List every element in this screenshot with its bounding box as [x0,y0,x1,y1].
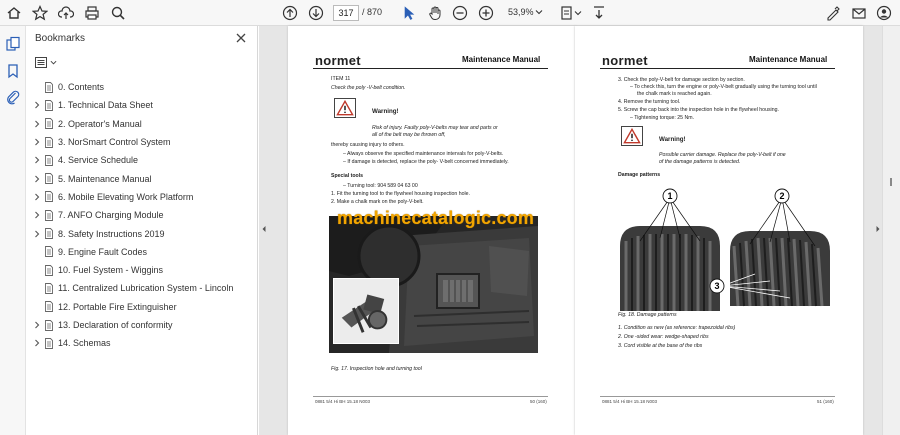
page-thumbnails-icon[interactable] [5,36,21,52]
bookmark-list [26,78,258,352]
footer-page-number: 51 (160) [817,399,834,404]
bookmark-label: 14. Schemas [58,338,111,349]
prev-page-icon[interactable] [281,4,299,22]
warning-text-2: all of the belt may be thrown off, [372,132,446,138]
next-page-icon[interactable] [307,4,325,22]
chevron-right-icon[interactable] [33,138,41,146]
warning-text-1: Possible carrier damage. Replace the poly-V-belt if one [659,152,786,158]
bookmark-label: 8. Safety Instructions 2019 [58,228,165,239]
bookmark-label: 5. Maintenance Manual [58,173,152,184]
body-text: thereby causing injury to others. [331,142,405,148]
zoom-dropdown-icon[interactable] [535,8,543,16]
damage-patterns-illustration [610,186,840,316]
step-5-note: – Tightening torque: 25 Nm. [630,115,695,121]
step-5: 5. Screw the cap back into the inspection hole in the flywheel housing. [618,107,779,113]
bookmark-page-icon [44,82,54,93]
hand-tool-icon[interactable] [426,4,444,22]
step-2: 2. Make a chalk mark on the poly-V-belt. [331,199,424,205]
footer-page-number: 50 (160) [530,399,547,404]
item-label: ITEM 11 [331,76,351,82]
footer-rule [313,396,548,397]
home-icon[interactable] [5,4,23,22]
bookmark-item[interactable] [26,334,258,352]
page-header-title: Maintenance Manual [462,55,541,64]
bookmark-page-icon [44,320,54,331]
damage-patterns-heading: Damage patterns [618,172,661,178]
close-icon[interactable] [235,32,247,44]
sign-icon[interactable] [824,4,842,22]
bookmark-label: 10. Fuel System - Wiggins [58,265,164,276]
scroll-thumb[interactable] [890,178,892,186]
chevron-right-icon[interactable] [33,101,41,109]
inspection-hole-photo [329,216,538,353]
step-3-note-b: the chalk mark is reached again. [637,91,712,97]
bookmark-page-icon [44,338,54,349]
bookmark-item[interactable] [26,316,258,334]
zoom-level[interactable]: 53,9% [508,7,534,17]
chevron-right-icon[interactable] [33,193,41,201]
step-3-note-a: – To check this, turn the engine or poly-V-belt gradually using the turning tool until [630,84,817,90]
navigation-rail [0,26,26,435]
step-4: 4. Remove the turning tool. [618,99,681,105]
page-fit-dropdown-icon[interactable] [574,9,582,17]
belt-worn [730,231,830,306]
bookmark-item[interactable] [26,169,258,187]
chevron-down-icon [50,59,57,66]
account-icon[interactable] [875,4,893,22]
footer-rule [600,396,835,397]
bookmark-item[interactable] [26,261,258,279]
bookmark-page-icon [44,246,54,257]
chevron-right-icon[interactable] [33,175,41,183]
bookmark-label: 13. Declaration of conformity [58,320,173,330]
bookmark-page-icon [44,173,54,184]
warning-text-2: of the damage patterns is detected. [659,159,741,165]
bookmark-page-icon [44,155,54,166]
chevron-right-icon[interactable] [33,230,41,238]
warning-sign [334,98,356,118]
bookmark-page-icon [44,301,54,312]
callout-2-label: 2 [779,191,785,201]
bookmark-item[interactable] [26,298,258,316]
bookmark-page-icon [44,210,54,221]
bookmark-page-icon [44,265,54,276]
figure-18-caption: Fig. 18. Damage patterns [618,312,677,318]
damage-list-3: 3. Cord visible at the base of the ribs [618,343,703,349]
bookmark-item[interactable] [26,96,258,114]
select-cursor-icon[interactable] [400,4,418,22]
step-1: 1. Fit the turning tool to the flywheel housing inspection hole. [331,191,470,197]
normet-logo: normet [602,53,648,68]
bookmark-item[interactable] [26,151,258,169]
turning-tool-image [334,279,398,343]
bookmark-label: 12. Portable Fire Extinguisher [58,301,177,312]
damage-list-1: 1. Condition as new (as reference: trapezoidal ribs) [618,325,736,331]
zoom-out-icon[interactable] [451,4,469,22]
page-total: / 870 [362,7,383,17]
bookmark-item[interactable] [26,133,258,151]
bookmark-item[interactable] [26,243,258,261]
bookmark-page-icon [44,228,54,239]
tool-line: – Turning tool: 904 589 04 63 00 [343,183,418,189]
scroll-mode-icon[interactable] [590,4,608,22]
bookmark-item[interactable] [26,206,258,224]
bookmark-label: 2. Operator's Manual [58,118,142,129]
turning-tool-inset [333,278,399,344]
bookmark-label: 4. Service Schedule [58,155,139,166]
bookmark-page-icon [44,137,54,148]
step-3: 3. Check the poly-V-belt for damage section by section. [618,77,745,83]
bookmark-page-icon [44,191,54,202]
warning-icon [623,128,641,144]
bookmark-label: 11. Centralized Lubrication System - Lincoln [58,283,234,294]
watermark: machinecatalogic.com [337,208,535,228]
bookmark-page-icon [44,118,54,129]
bookmark-label: 3. NorSmart Control System [58,137,171,148]
zoom-in-icon[interactable] [477,4,495,22]
attachments-icon[interactable] [5,89,21,105]
chevron-right-icon[interactable] [33,339,41,347]
warning-title: Warning! [372,108,399,115]
bookmarks-panel-title: Bookmarks [35,33,86,44]
prev-spread-icon[interactable] [261,225,267,233]
search-icon[interactable] [109,4,127,22]
warning-sign [621,126,643,146]
callout-1-label: 1 [667,191,673,201]
bookmark-label: 7. ANFO Charging Module [58,210,164,221]
header-rule [313,68,548,69]
chevron-right-icon[interactable] [33,120,41,128]
warning-title: Warning! [659,136,686,143]
bookmark-label: 9. Engine Fault Codes [58,246,148,257]
vertical-scrollbar[interactable] [882,26,900,435]
bookmark-label: 1. Technical Data Sheet [58,100,153,111]
bookmark-star-icon[interactable] [31,4,49,22]
bookmark-options-button[interactable] [35,55,61,69]
chevron-right-icon[interactable] [33,156,41,164]
damage-list-2: 2. One -sided wear: wedge-shaped ribs [618,334,709,340]
bookmarks-panel [26,26,258,435]
page-51 [575,26,863,435]
list-options-icon [35,57,47,68]
chevron-right-icon[interactable] [33,321,41,329]
footer-code: 0881 5/4 Hi BH 15.18 N003 [315,399,371,404]
bookmark-item[interactable] [26,115,258,133]
chevron-right-icon[interactable] [33,211,41,219]
normet-logo: normet [315,53,361,68]
bullet-2: – If damage is detected, replace the poly- V-belt concerned immediately. [343,159,509,165]
upload-cloud-icon[interactable] [57,4,75,22]
callout-3-label: 3 [714,281,720,291]
bookmark-page-icon [44,100,54,111]
print-icon[interactable] [83,4,101,22]
special-tools-heading: Special tools [331,173,363,179]
page-header-title: Maintenance Manual [749,55,828,64]
belt-new [620,226,720,311]
bookmark-item[interactable] [26,188,258,206]
bookmark-item[interactable] [26,78,258,96]
bullet-1: – Always observe the specified maintenance intervals for poly-V-belts. [343,151,504,157]
figure-17-caption: Fig. 17. Inspection hole and turning tool [331,366,422,372]
bookmark-item[interactable] [26,279,258,297]
item-subtitle: Check the poly -V-belt condition. [331,85,406,91]
email-icon[interactable] [850,4,868,22]
bookmark-item[interactable] [26,224,258,242]
bookmark-label: 6. Mobile Elevating Work Platform [58,191,194,202]
bookmark-label: 0. Contents [58,82,105,93]
page-50 [288,26,576,435]
warning-icon [336,100,354,116]
footer-code: 0881 5/4 Hi BH 15.18 N003 [602,399,658,404]
page-number-input[interactable]: 317 [333,5,359,21]
main-toolbar [0,0,900,26]
bookmark-page-icon [44,283,54,294]
next-spread-icon[interactable] [875,225,881,233]
warning-text-1: Risk of injury. Faulty poly-V-belts may tear and parts or [372,125,498,131]
bookmarks-icon[interactable] [5,63,21,79]
header-rule [600,68,835,69]
